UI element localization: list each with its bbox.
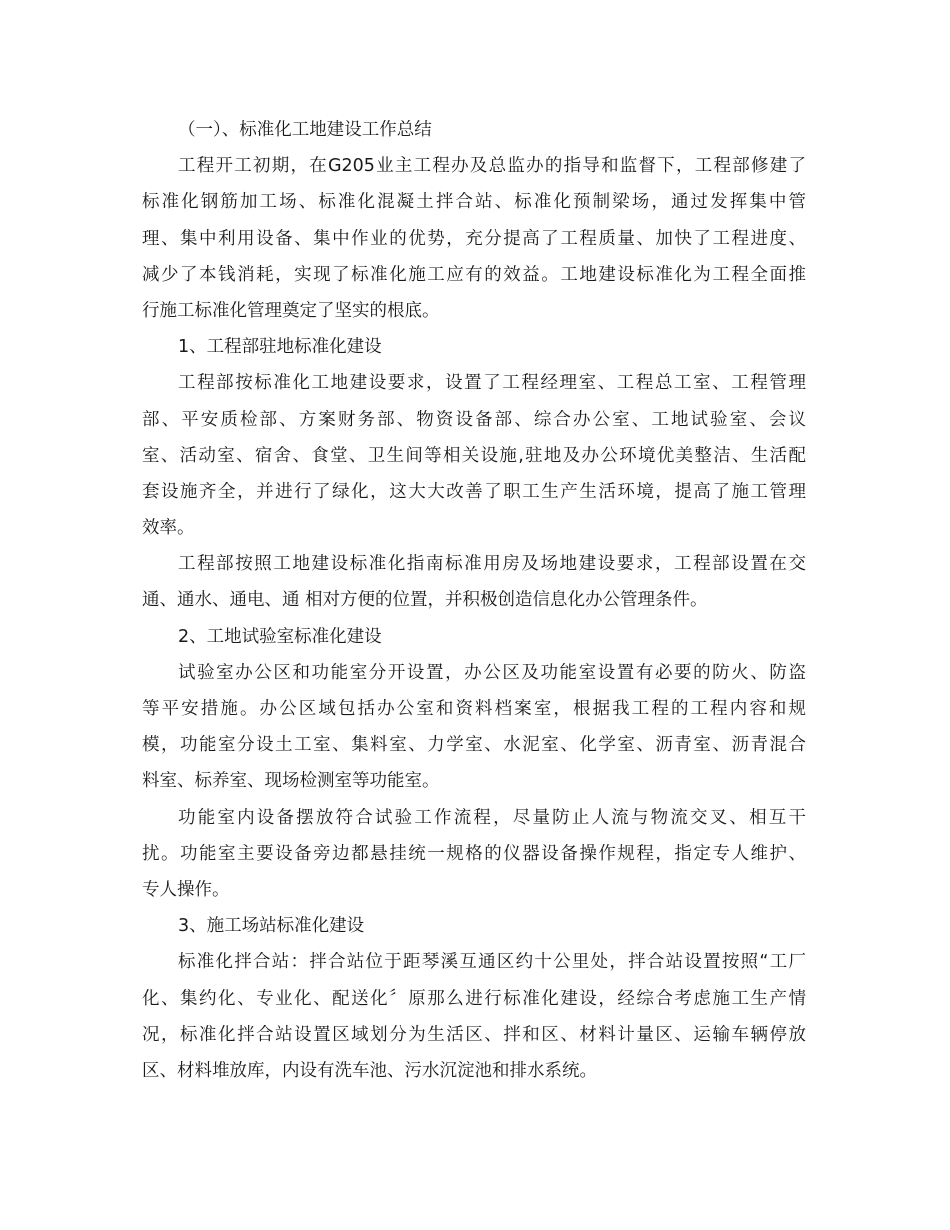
subsection-heading: 1、工程部驻地标准化建设 — [178, 337, 382, 358]
subsection-heading: 2、工地试验室标准化建设 — [178, 626, 382, 647]
paragraph-line: 标准化钢筋加工场、标准化混凝土拌合站、标准化预制梁场，通过发挥集中管 — [142, 192, 806, 213]
paragraph-line: 标准化拌合站：拌合站位于距琴溪互通区约十公里处，拌合站设置按照“工厂 — [178, 952, 806, 973]
paragraph-line: 功能室内设备摆放符合试验工作流程，尽量防止人流与物流交叉、相互干 — [178, 807, 806, 828]
section-heading: （一）、标准化工地建设工作总结 — [178, 120, 432, 140]
paragraph-line: 部、平安质检部、方案财务部、物资设备部、综合办公室、工地试验室、会议 — [142, 409, 806, 430]
document-body — [142, 112, 806, 1089]
paragraph-line: 况，标准化拌合站设置区域划分为生活区、拌和区、材料计量区、运输车辆停放 — [142, 1024, 806, 1045]
paragraph-line: 室、活动室、宿舍、食堂、卫生间等相关设施,驻地及办公环境优美整洁、生活配 — [142, 445, 806, 466]
paragraph-line: 区、材料堆放库，内设有洗车池、污水沉淀池和排水系统。 — [142, 1060, 597, 1081]
paragraph-line: 模，功能室分设土工室、集料室、力学室、水泥室、化学室、沥青室、沥青混合 — [142, 735, 806, 756]
paragraph-line: 套设施齐全，并进行了绿化，这大大改善了职工生产生活环境，提高了施工管理 — [142, 481, 806, 502]
paragraph-line: 等平安措施。办公区域包括办公室和资料档案室，根据我工程的工程内容和规 — [142, 699, 806, 719]
paragraph-line: 效率。 — [142, 518, 195, 539]
paragraph-line: 通、通水、通电、通 相对方便的位置，并积极创造信息化办公管理条件。 — [142, 590, 708, 611]
paragraph-line: 工程部按照工地建设标准化指南标准用房及场地建设要求，工程部设置在交 — [178, 554, 806, 575]
paragraph-line: 理、集中利用设备、集中作业的优势，充分提高了工程质量、加快了工程进度、 — [142, 228, 806, 249]
paragraph-line: 化、集约化、专业化、配送化〞原那么进行标准化建设，经综合考虑施工生产情 — [142, 988, 806, 1009]
paragraph-line: 扰。功能室主要设备旁边都悬挂统一规格的仪器设备操作规程，指定专人维护、 — [142, 843, 806, 864]
subsection-heading: 3、施工场站标准化建设 — [178, 916, 365, 937]
paragraph-line: 试验室办公区和功能室分开设置，办公区及功能室设置有必要的防火、防盗 — [178, 662, 806, 683]
paragraph-line: 工程开工初期，在G205业主工程办及总监办的指导和监督下，工程部修建了 — [178, 156, 806, 177]
paragraph-line: 减少了本钱消耗，实现了标准化施工应有的效益。工地建设标准化为工程全面推 — [142, 264, 806, 285]
paragraph-line: 行施工标准化管理奠定了坚实的根底。 — [142, 300, 440, 321]
paragraph-line: 专人操作。 — [142, 879, 230, 900]
paragraph-line: 工程部按标准化工地建设要求，设置了工程经理室、工程总工室、工程管理 — [178, 373, 806, 394]
paragraph-line: 料室、标养室、现场检测室等功能室。 — [142, 771, 440, 792]
